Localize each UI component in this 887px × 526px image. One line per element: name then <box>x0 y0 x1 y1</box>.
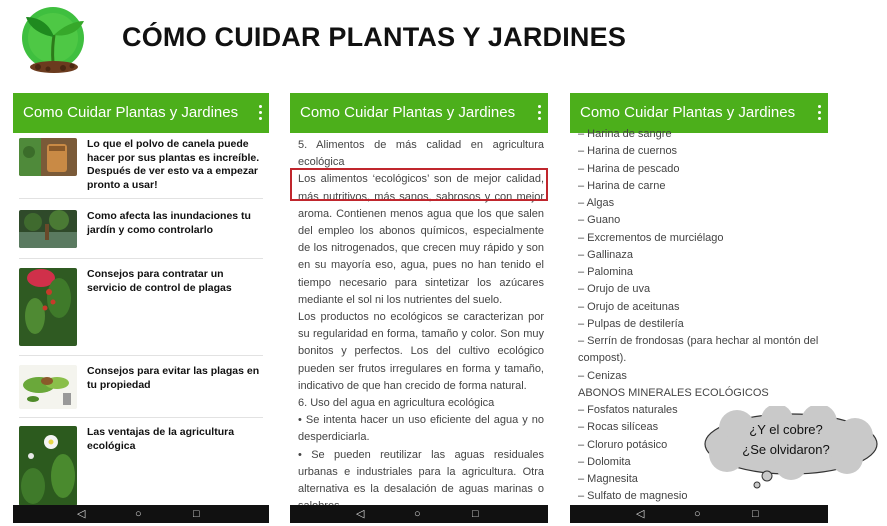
list-item-title: Como afecta las inundaciones tu jardín y como controlarlo <box>87 210 251 236</box>
list-line: – Gallinaza <box>578 248 634 261</box>
back-icon[interactable]: ◁ <box>356 508 365 520</box>
app-bar-title: Como Cuidar Plantas y Jardines <box>300 104 516 121</box>
list-line: – Orujo de uva <box>578 283 651 296</box>
recents-icon[interactable]: □ <box>752 508 759 520</box>
back-icon[interactable]: ◁ <box>77 508 86 520</box>
list-line: – Harina de cuernos <box>578 145 678 158</box>
list-line: – Guano <box>578 214 621 227</box>
divider <box>19 417 263 418</box>
pest-illustration-image <box>19 365 77 409</box>
white-flower-image <box>19 426 77 506</box>
cloud-line: ¿Y el cobre? <box>749 422 823 437</box>
plant-logo-icon <box>18 5 88 75</box>
list-item-title: Las ventajas de la agricultura ecológica <box>87 426 235 452</box>
cinnamon-image <box>19 138 77 176</box>
list-item-title: Consejos para evitar las plagas en tu propiedad <box>87 365 260 391</box>
paragraph: • Se pueden reutilizar las aguas residuales urbanas e industriales para la agricultura. Otra alternativa es la desalación de aguas marinas o <box>298 448 544 496</box>
divider <box>19 198 263 199</box>
back-icon[interactable]: ◁ <box>636 508 645 520</box>
list-line: – Orujo de aceitunas <box>578 300 680 313</box>
list-line: – Palomina <box>578 266 634 278</box>
list-line: – Dolomita <box>578 455 631 468</box>
list-line: – Harina de pescado <box>578 162 680 175</box>
recents-icon[interactable]: □ <box>472 508 479 520</box>
list-line: – Excrementos de murciélago <box>578 231 724 244</box>
home-icon[interactable]: ○ <box>694 508 701 520</box>
overflow-menu-icon[interactable] <box>536 105 542 121</box>
list-item-title: Lo que el polvo de canela puede hacer por sus plantas es increíble. Después de ver esto va a empezar pronto a usar! <box>87 138 260 191</box>
overflow-menu-icon[interactable] <box>257 105 263 121</box>
home-icon[interactable]: ○ <box>135 508 142 520</box>
app-bar <box>290 93 548 133</box>
phone-screen-article <box>290 93 548 523</box>
divider <box>19 258 263 259</box>
overflow-menu-icon[interactable] <box>816 105 822 121</box>
red-plant-image <box>19 268 77 346</box>
list-line: – Cloruro potásico <box>578 438 668 451</box>
android-nav-bar <box>290 505 548 523</box>
android-nav-bar <box>13 505 269 523</box>
paragraph: 6. Uso del agua en agricultura ecológica <box>298 397 495 410</box>
flooded-garden-image <box>19 210 77 248</box>
home-icon[interactable]: ○ <box>414 508 421 520</box>
list-line: – Pulpas de destilería <box>578 317 684 330</box>
paragraph: • Se intenta hacer un uso eficiente del agua y no desperdiciarla. <box>298 414 544 444</box>
page-title: CÓMO CUIDAR PLANTAS Y JARDINES <box>122 22 627 52</box>
cloud-line: ¿Se olvidaron? <box>742 442 830 457</box>
list-line: – Algas <box>578 197 615 209</box>
list-line: – Harina de sangre <box>578 128 672 140</box>
paragraph: Los productos no ecológicos se caracterizan por su regularidad en forma, tamaño y color. Son muy bonitos y perfectos. Los del cultivo ecológico pueden ser frutos irregulares en forma y tamaño, indicativo de que han crecido de forma natural. <box>298 311 544 392</box>
list-line: – Magnesita <box>578 473 638 485</box>
list-line: – Rocas silíceas <box>578 421 659 434</box>
list-line: compost). <box>578 352 627 365</box>
phone-screen-list <box>13 93 269 523</box>
highlight-box <box>290 168 548 201</box>
list-line: – Cenizas <box>578 369 627 382</box>
recents-icon[interactable]: □ <box>193 508 200 520</box>
list-heading: ABONOS MINERALES ECOLÓGICOS <box>578 386 769 399</box>
app-bar <box>13 93 269 133</box>
paragraph: Los alimentos ‘ecológicos’ son de mejor calidad, más nutritivos, más sanos, sabrosos y con mejor aroma. Contienen menos agua que los que salen del empleo los abonos químicos, especialmente de los nitrogenados, que crecen muy rápido y son en su mayoría eso, agua, pues no han tenido el tiempo necesario para sintetizar los azúcares mediante el sol ni los nutrientes del suelo. <box>298 173 544 306</box>
list-line: – Sulfato de magnesio <box>578 490 688 503</box>
divider <box>19 355 263 356</box>
app-bar-title: Como Cuidar Plantas y Jardines <box>23 104 239 121</box>
android-nav-bar <box>570 505 828 523</box>
list-line: – Fosfatos naturales <box>578 404 678 416</box>
thought-cloud-text <box>716 420 856 460</box>
list-item-title: Consejos para contratar un servicio de control de plagas <box>87 268 232 294</box>
paragraph: 5. Alimentos de más calidad en agricultura ecológica <box>298 139 544 169</box>
list-line: – Harina de carne <box>578 179 666 192</box>
app-bar-title: Como Cuidar Plantas y Jardines <box>580 104 796 121</box>
list-line: – Serrín de frondosas (para hechar al montón del <box>578 335 819 347</box>
